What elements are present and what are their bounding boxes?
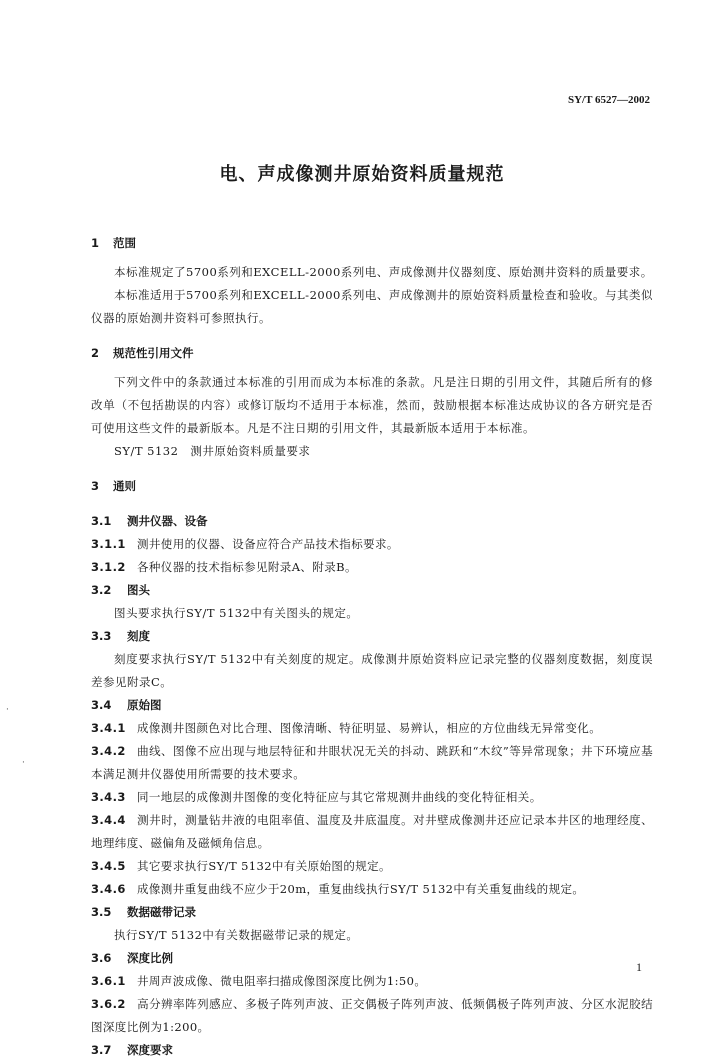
- clause-3-1-2: [91, 556, 653, 579]
- clause-3-4-1: [91, 717, 653, 740]
- page-number: 1: [636, 960, 642, 974]
- clause-3-4-2: [91, 740, 653, 786]
- clause-number: 3.1.1: [91, 537, 126, 551]
- subsection-heading-3-2: [91, 579, 653, 602]
- clause-text: 曲线、图像不应出现与地层特征和井眼状况无关的抖动、跳跃和“木纹”等异常现象；井下环境应基本满足测井仪器使用所需要的技术要求。: [91, 744, 653, 781]
- paragraph: 执行SY/T 5132中有关数据磁带记录的规定。: [114, 928, 359, 942]
- clause-3-6-1: [91, 970, 653, 993]
- clause-text: 同一地层的成像测井图像的变化特征应与其它常规测井曲线的变化特征相关。: [137, 790, 542, 804]
- clause-3-1-1: [91, 533, 653, 556]
- clause-text: 成像测井重复曲线不应少于20m，重复曲线执行SY/T 5132中有关重复曲线的规定。: [137, 882, 585, 896]
- document-title: 电、声成像测井原始资料质量规范: [219, 164, 505, 185]
- document-body: [91, 232, 653, 1062]
- clause-number: 3.4.6: [91, 882, 126, 896]
- subsection-number: 3.3: [91, 629, 112, 643]
- clause-3-6-2: [91, 993, 653, 1039]
- section-number: 3: [91, 479, 100, 493]
- clause-number: 3.4.5: [91, 859, 126, 873]
- subsection-number: 3.4: [91, 698, 112, 712]
- section-heading-3: [91, 475, 653, 498]
- subsection-title: 深度比例: [127, 951, 173, 965]
- paragraph: 下列文件中的条款通过本标准的引用而成为本标准的条款。凡是注日期的引用文件，其随后所有的修改单（不包括勘误的内容）或修订版均不适用于本标准，然而，鼓励根据本标准达成协议的各方研究是否可使用这些文件的最新版本。凡是不注日期的引用文件，其最新版本适用于本标准。: [91, 375, 653, 435]
- subsection-title: 刻度: [127, 629, 150, 643]
- clause-text: 成像测井图颜色对比合理、图像清晰、特征明显、易辨认，相应的方位曲线无异常变化。: [137, 721, 602, 735]
- subsection-heading-3-3: [91, 625, 653, 648]
- paragraph: 刻度要求执行SY/T 5132中有关刻度的规定。成像测井原始资料应记录完整的仪器刻度数据，刻度误差参见附录C。: [91, 652, 653, 689]
- clause-text: 测井使用的仪器、设备应符合产品技术指标要求。: [137, 537, 399, 551]
- subsection-number: 3.1: [91, 514, 112, 528]
- reference-entry: SY/T 5132 测井原始资料质量要求: [114, 444, 311, 458]
- subsection-title: 测井仪器、设备: [127, 514, 208, 528]
- section-heading-1: [91, 232, 653, 255]
- clause-3-4-3: [91, 786, 653, 809]
- subsection-heading-3-5: [91, 901, 653, 924]
- scan-speck: ·: [6, 705, 9, 715]
- clause-text: 测井时，测量钻井液的电阻率值、温度及井底温度。对井壁成像测井还应记录本井区的地理经度、地理纬度、磁偏角及磁倾角信息。: [91, 813, 653, 850]
- scan-speck: ·: [22, 758, 25, 768]
- clause-text: 各种仪器的技术指标参见附录A、附录B。: [137, 560, 357, 574]
- clause-text: 高分辨率阵列感应、多极子阵列声波、正交偶极子阵列声波、低频偶极子阵列声波、分区水泥胶结图深度比例为1:200。: [91, 997, 653, 1034]
- clause-number: 3.4.4: [91, 813, 126, 827]
- clause-3-4-4: [91, 809, 653, 855]
- paragraph: 本标准规定了5700系列和EXCELL-2000系列电、声成像测井仪器刻度、原始测井资料的质量要求。: [114, 265, 653, 279]
- subsection-title: 深度要求: [127, 1043, 173, 1057]
- clause-number: 3.6.1: [91, 974, 126, 988]
- subsection-number: 3.7: [91, 1043, 112, 1057]
- section-title: 范围: [113, 236, 136, 250]
- clause-text: 其它要求执行SY/T 5132中有关原始图的规定。: [137, 859, 391, 873]
- subsection-heading-3-1: [91, 510, 653, 533]
- paragraph: 图头要求执行SY/T 5132中有关图头的规定。: [114, 606, 359, 620]
- subsection-title: 图头: [127, 583, 150, 597]
- subsection-title: 数据磁带记录: [127, 905, 196, 919]
- subsection-heading-3-7: [91, 1039, 653, 1062]
- section-title: 规范性引用文件: [113, 346, 194, 360]
- clause-text: 井周声波成像、微电阻率扫描成像图深度比例为1:50。: [137, 974, 427, 988]
- paragraph: 本标准适用于5700系列和EXCELL-2000系列电、声成像测井的原始资料质量检查和验收。与其类似仪器的原始测井资料可参照执行。: [91, 288, 653, 325]
- clause-3-4-6: [91, 878, 653, 901]
- clause-3-4-5: [91, 855, 653, 878]
- subsection-number: 3.2: [91, 583, 112, 597]
- subsection-number: 3.6: [91, 951, 112, 965]
- subsection-number: 3.5: [91, 905, 112, 919]
- subsection-heading-3-6: [91, 947, 653, 970]
- standard-code: SY/T 6527—2002: [567, 94, 650, 106]
- clause-number: 3.6.2: [91, 997, 126, 1011]
- subsection-heading-3-4: [91, 694, 653, 717]
- clause-number: 3.4.1: [91, 721, 126, 735]
- clause-number: 3.4.2: [91, 744, 126, 758]
- clause-number: 3.1.2: [91, 560, 126, 574]
- clause-number: 3.4.3: [91, 790, 126, 804]
- section-number: 1: [91, 236, 100, 250]
- section-heading-2: [91, 342, 653, 365]
- subsection-title: 原始图: [127, 698, 162, 712]
- section-number: 2: [91, 346, 100, 360]
- section-title: 通则: [113, 479, 136, 493]
